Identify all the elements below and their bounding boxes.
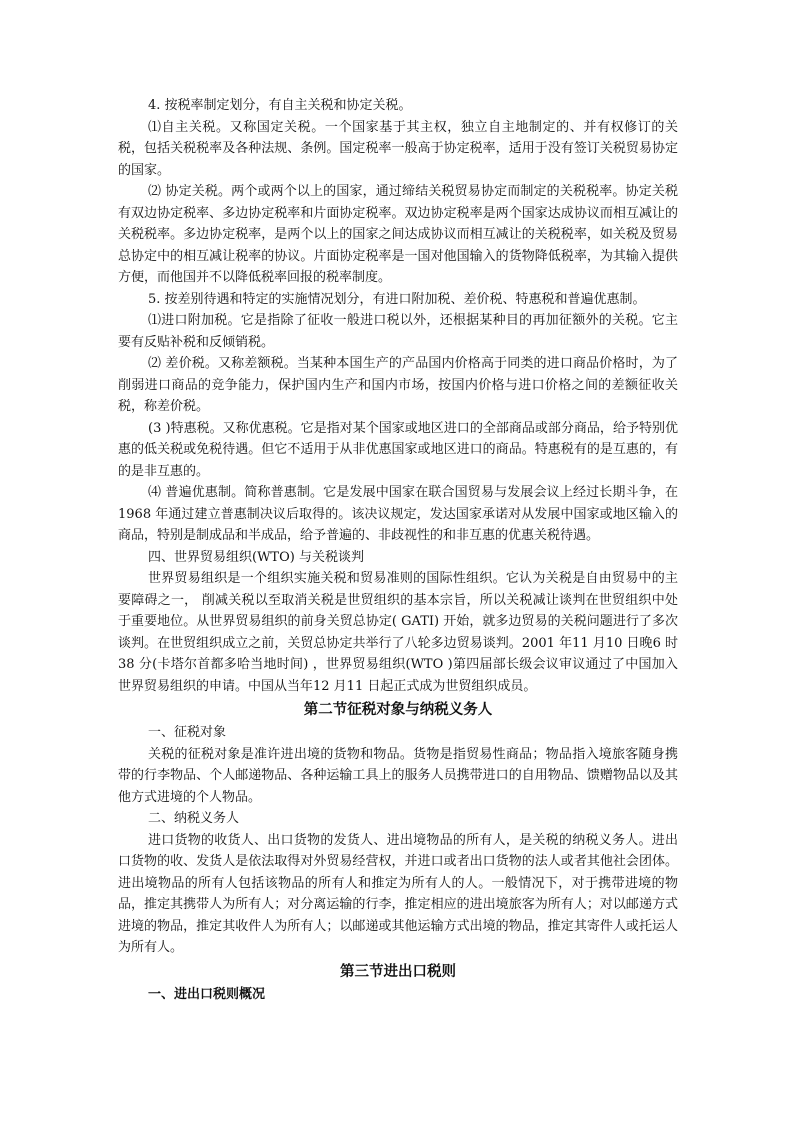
- section-subheading: 四、世界贸易组织(WTO) 与关税谈判: [148, 549, 364, 565]
- paragraph: 关税的征税对象是准许进出境的货物和物品。货物是指贸易性商品；物品指入境旅客随身携带的行李物品、个人邮递物品、各种运输工具上的服务人员携带进口的自用物品、馈赠物品以及其他方式进境的个人物品。: [118, 746, 678, 805]
- section-subheading: 一、进出口税则概况: [148, 986, 266, 1002]
- paragraph: ⑴自主关税。又称国定关税。一个国家基于其主权，独立自主地制定的、并有权修订的关税，包括关税税率及各种法规、条例。国定税率一般高于协定税率，适用于没有签订关税贸易协定的国家。: [118, 119, 678, 178]
- paragraph: ⑷ 普遍优惠制。简称普惠制。它是发展中国家在联合国贸易与发展会议上经过长期斗争，在1968 年通过建立普惠制决议后取得的。该决议规定，发达国家承诺对从发展中国家或地区输入的商品，特别是制成品和半成品，给予普遍的、非歧视性的和非互惠的优惠关税待遇。: [118, 485, 678, 543]
- section-subheading: 一、征税对象: [148, 725, 227, 740]
- paragraph: ⑴进口附加税。它是指除了征收一般进口税以外，还根据某种目的再加征额外的关税。它主要有反贴补税和反倾销税。: [118, 313, 678, 350]
- paragraph: 进口货物的收货人、出口货物的发货人、进出境物品的所有人，是关税的纳税义务人。进出口货物的收、发货人是依法取得对外贸易经营权，并进口或者出口货物的法人或者其他社会团体。进出境物品的所有人包括该物品的所有人和推定为所有人的人。一般情况下，对于携带进境的物品，推定其携带人为所有人；对分离运输的行李，推定相应的进出境旅客为所有人；对以邮递方式进境的物品，推定其收件人为所有人；以邮递或其他运输方式出境的物品，推定其寄件人或托运人为所有人。: [118, 832, 678, 955]
- section-heading: 第三节进出口税则: [340, 962, 456, 980]
- paragraph: (3 )特惠税。又称优惠税。它是指对某个国家或地区进口的全部商品或部分商品，给予特别优惠的低关税或免税待遇。但它不适用于从非优惠国家或地区进口的商品。特惠税有的是互惠的，有的是非互惠的。: [118, 420, 678, 479]
- document-body: [118, 95, 678, 1005]
- paragraph: 5. 按差别待遇和特定的实施情况划分，有进口附加税、差价税、特惠税和普遍优惠制。: [148, 291, 646, 307]
- paragraph: ⑵ 协定关税。两个或两个以上的国家，通过缔结关税贸易协定而制定的关税税率。协定关税有双边协定税率、多边协定税率和片面协定税率。双边协定税率是两个国家达成协议而相互减让的关税税率。多边协定税率，是两个以上的国家之间达成协议而相互减让的关税税率，如关税及贸易总协定中的相互减让税率的协议。片面协定税率是一国对他国输入的货物降低税率，为其输入提供方便，而他国并不以降低税率回报的税率制度。: [118, 184, 678, 285]
- section-heading: 第二节征税对象与纳税义务人: [303, 701, 493, 718]
- section-subheading: 二、纳税义务人: [148, 811, 240, 826]
- paragraph: 世界贸易组织是一个组织实施关税和贸易准则的国际性组织。它认为关税是自由贸易中的主要障碍之一， 削减关税以至取消关税是世贸组织的基本宗旨，所以关税减让谈判在世贸组织中处于重要地位。从世界贸易组织的前身关贸总协定( GATI) 开始，就多边贸易的关税问题进行了多次谈判。在世贸组织成立之前，关贸总协定共举行了八轮多边贸易谈判。2001 年11 月10 日晚6 时38 分(卡塔尔首都多哈当地时间) ，世界贸易组织(WTO )第四届部长级会议审议通过了中国加入世界贸易组织的申请。中国从当年12 月11 日起正式成为世贸组织成员。: [118, 571, 678, 694]
- paragraph: ⑵ 差价税。又称差额税。当某种本国生产的产品国内价格高于同类的进口商品价格时，为了削弱进口商品的竞争能力，保护国内生产和国内市场，按国内价格与进口价格之间的差额征收关税，称差价税。: [118, 356, 678, 414]
- paragraph: 4. 按税率制定划分，有自主关税和协定关税。: [148, 98, 412, 113]
